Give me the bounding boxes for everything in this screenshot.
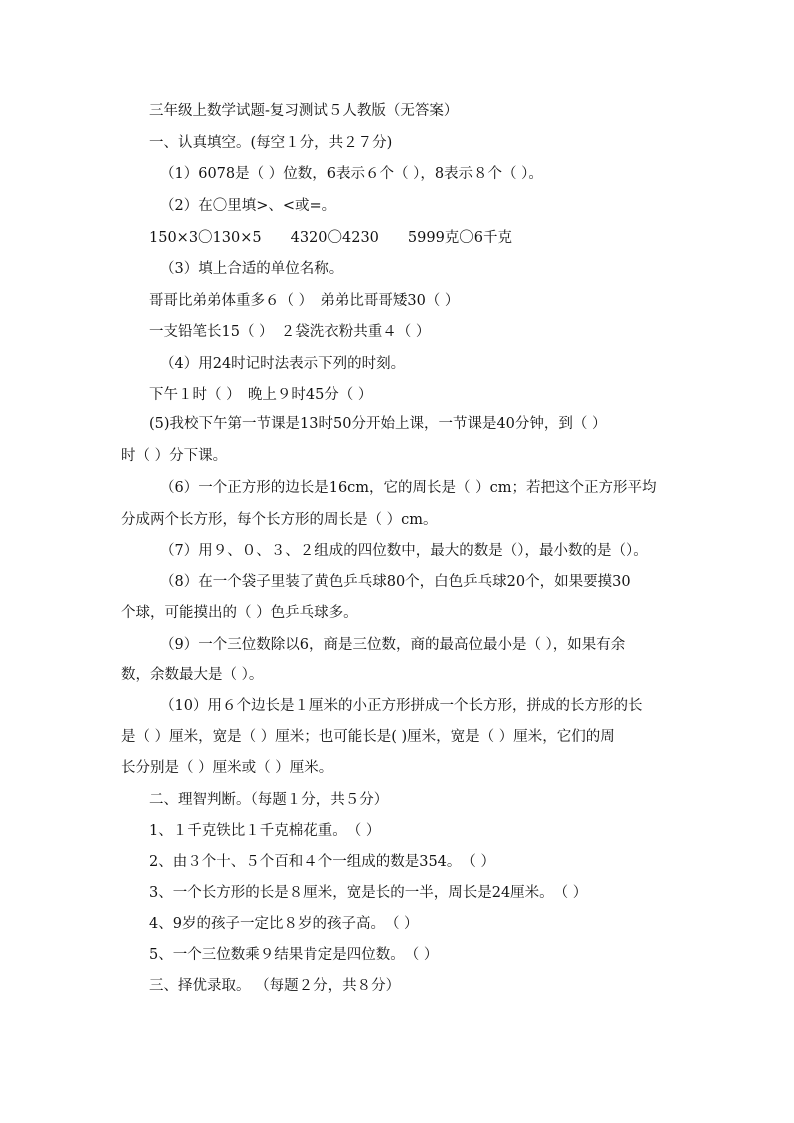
question-items: 下午１时（ ） 晚上９时45分（ ）: [149, 387, 373, 403]
judgement-item: 1、１千克铁比１千克棉花重。 （ ）: [149, 823, 381, 839]
question-text: （10）用６个边长是１厘米的小正方形拼成一个长方形，拼成的长方形的长: [160, 698, 643, 714]
section-heading: 三、择优录取。 （每题２分，共８分）: [149, 978, 401, 994]
judgement-item: 2、由３个十、５个百和４个一组成的数是354。 （ ）: [149, 854, 496, 870]
question-items: 150×3〇130×5 4320〇4230 5999克〇6千克: [149, 230, 513, 246]
judgement-item: 4、9岁的孩子一定比８岁的孩子高。 （ ）: [149, 916, 419, 932]
question-text: （3）填上合适的单位名称。: [160, 261, 344, 277]
question-text-continued: 分成两个长方形，每个长方形的周长是（ ）cm。: [121, 512, 438, 528]
section-heading: 一、认真填空。(每空１分，共２７分): [149, 135, 393, 151]
judgement-item: 5、一个三位数乘９结果肯定是四位数。 （ ）: [149, 947, 439, 963]
question-text: （7）用９、０、３、２组成的四位数中，最大的数是（），最小数的是（）。: [160, 543, 648, 559]
question-text: （8）在一个袋子里装了黄色乒乓球80个，白色乒乓球20个，如果要摸30: [160, 574, 631, 590]
question-text-continued: 长分别是（ ）厘米或（ ）厘米。: [121, 760, 334, 776]
question-text: （2）在〇里填>、<或=。: [160, 198, 337, 214]
section-heading: 二、理智判断。（每题１分，共５分）: [149, 792, 389, 808]
question-text: (5)我校下午第一节课是13时50分开始上课，一节课是40分钟，到（ ）: [149, 416, 607, 432]
question-text-continued: 时（ ）分下课。: [121, 448, 228, 464]
question-text: （6）一个正方形的边长是16cm，它的周长是（ ）cm；若把这个正方形平均: [160, 480, 657, 496]
question-text-continued: 个球，可能摸出的（ ）色乒乓球多。: [121, 605, 358, 621]
question-text-continued: 是（ ）厘米，宽是（ ）厘米；也可能长是( )厘米，宽是（ ）厘米，它们的周: [121, 729, 615, 745]
question-text-continued: 数，余数最大是（ ）。: [121, 667, 264, 683]
question-text: （1）6078是（ ）位数，6表示６个（ ），8表示８个（ ）。: [160, 166, 543, 182]
judgement-item: 3、一个长方形的长是８厘米，宽是长的一半，周长是24厘米。 （ ）: [149, 885, 588, 901]
question-text: （9）一个三位数除以6，商是三位数，商的最高位最小是（ ），如果有余: [160, 637, 626, 653]
page-title: 三年级上数学试题-复习测试５人教版（无答案）: [149, 103, 459, 119]
question-items: 哥哥比弟弟体重多６（ ） 弟弟比哥哥矮30（ ）: [149, 293, 460, 309]
question-items: 一支铅笔长15（ ） ２袋洗衣粉共重４（ ）: [149, 324, 431, 340]
question-text: （4）用24时记时法表示下列的时刻。: [160, 356, 406, 372]
